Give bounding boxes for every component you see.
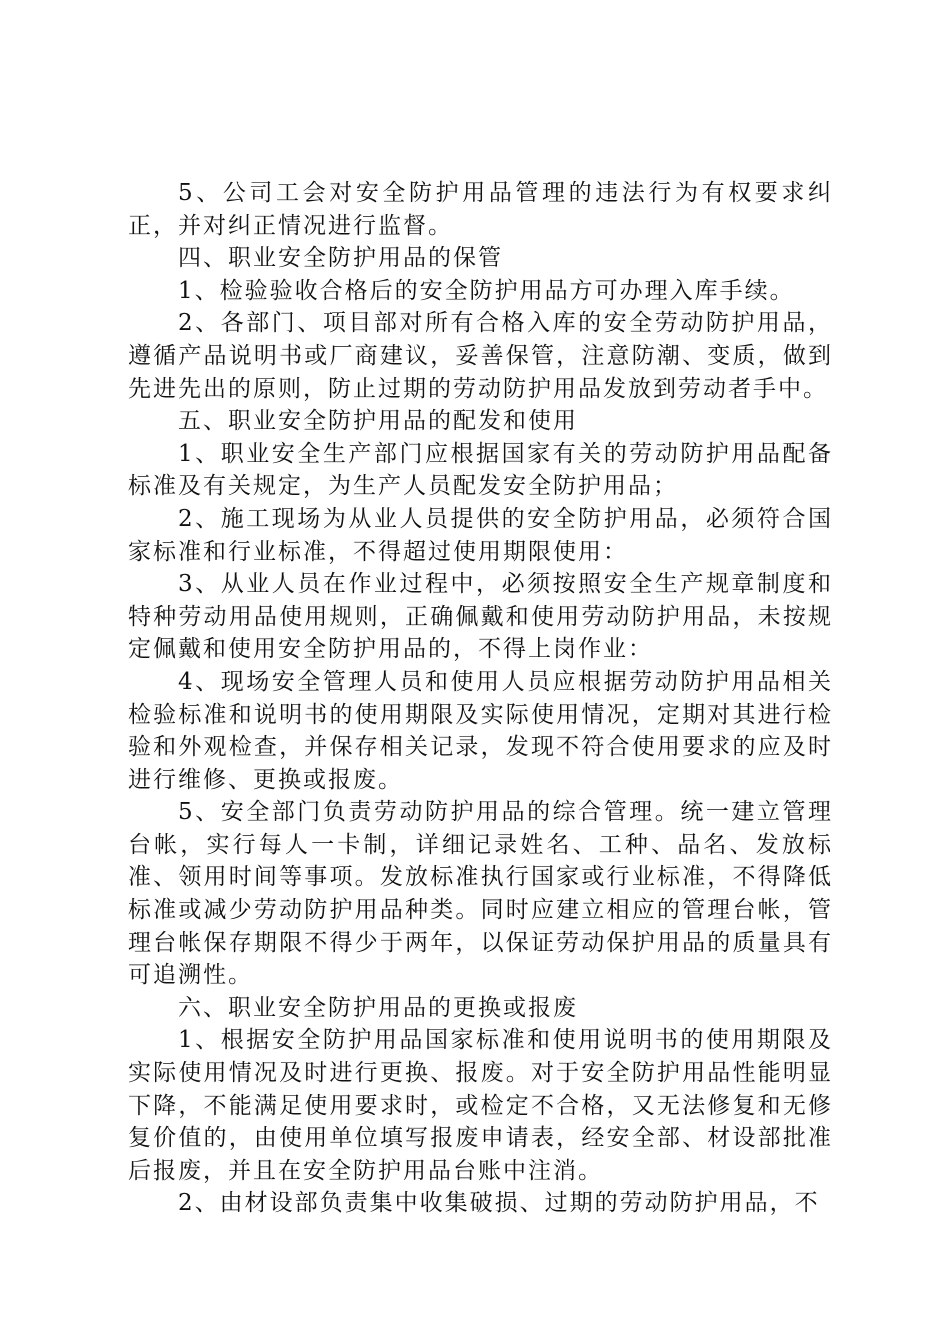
section-heading-distribution: 五、职业安全防护用品的配发和使用 <box>178 408 578 435</box>
paragraph-distribution-3: 3、从业人员在作业过程中，必须按照安全生产规章制度和特种劳动用品使用规则，正确佩戴和使用劳动防护用品，未按规定佩戴和使用安全防护用品的，不得上岗作业： <box>128 571 833 663</box>
paragraph-storage-1: 1、检验验收合格后的安全防护用品方可办理入库手续。 <box>178 277 795 304</box>
paragraph-replacement-1: 1、根据安全防护用品国家标准和使用说明书的使用期限及实际使用情况及时进行更换、报废。对于安全防护用品性能明显下降，不能满足使用要求时，或检定不合格，又无法修复和无修复价值的，由使用单位填写报废申请表，经安全部、材设部批准后报废，并且在安全防护用品台账中注消。 <box>128 1027 833 1184</box>
paragraph-distribution-2: 2、施工现场为从业人员提供的安全防护用品，必须符合国家标准和行业标准，不得超过使用期限使用： <box>128 505 833 565</box>
paragraph-storage-2: 2、各部门、项目部对所有合格入库的安全劳动防护用品，遵循产品说明书或厂商建议，妥善保管，注意防潮、变质，做到先进先出的原则，防止过期的劳动防护用品发放到劳动者手中。 <box>128 310 833 402</box>
paragraph-replacement-2: 2、由材设部负责集中收集破损、过期的劳动防护用品，不 <box>178 1190 820 1217</box>
section-heading-storage: 四、职业安全防护用品的保管 <box>178 245 503 272</box>
paragraph-union-supervision: 5、公司工会对安全防护用品管理的违法行为有权要求纠正，并对纠正情况进行监督。 <box>128 180 833 239</box>
document-body <box>128 177 833 1220</box>
section-heading-replacement: 六、职业安全防护用品的更换或报废 <box>178 994 578 1021</box>
paragraph-distribution-1: 1、职业安全生产部门应根据国家有关的劳动防护用品配备标准及有关规定，为生产人员配发安全防护用品； <box>128 440 833 500</box>
paragraph-distribution-4: 4、现场安全管理人员和使用人员应根据劳动防护用品相关检验标准和说明书的使用期限及实际使用情况，定期对其进行检验和外观检查，并保存相关记录，发现不符合使用要求的应及时进行维修、更换或报废。 <box>128 668 833 793</box>
paragraph-distribution-5: 5、安全部门负责劳动防护用品的综合管理。统一建立管理台帐，实行每人一卡制，详细记录姓名、工种、品名、发放标准、领用时间等事项。发放标准执行国家或行业标准，不得降低标准或减少劳动防护用品种类。同时应建立相应的管理台帐，管理台帐保存期限不得少于两年，以保证劳动保护用品的质量具有可追溯性。 <box>128 799 833 989</box>
